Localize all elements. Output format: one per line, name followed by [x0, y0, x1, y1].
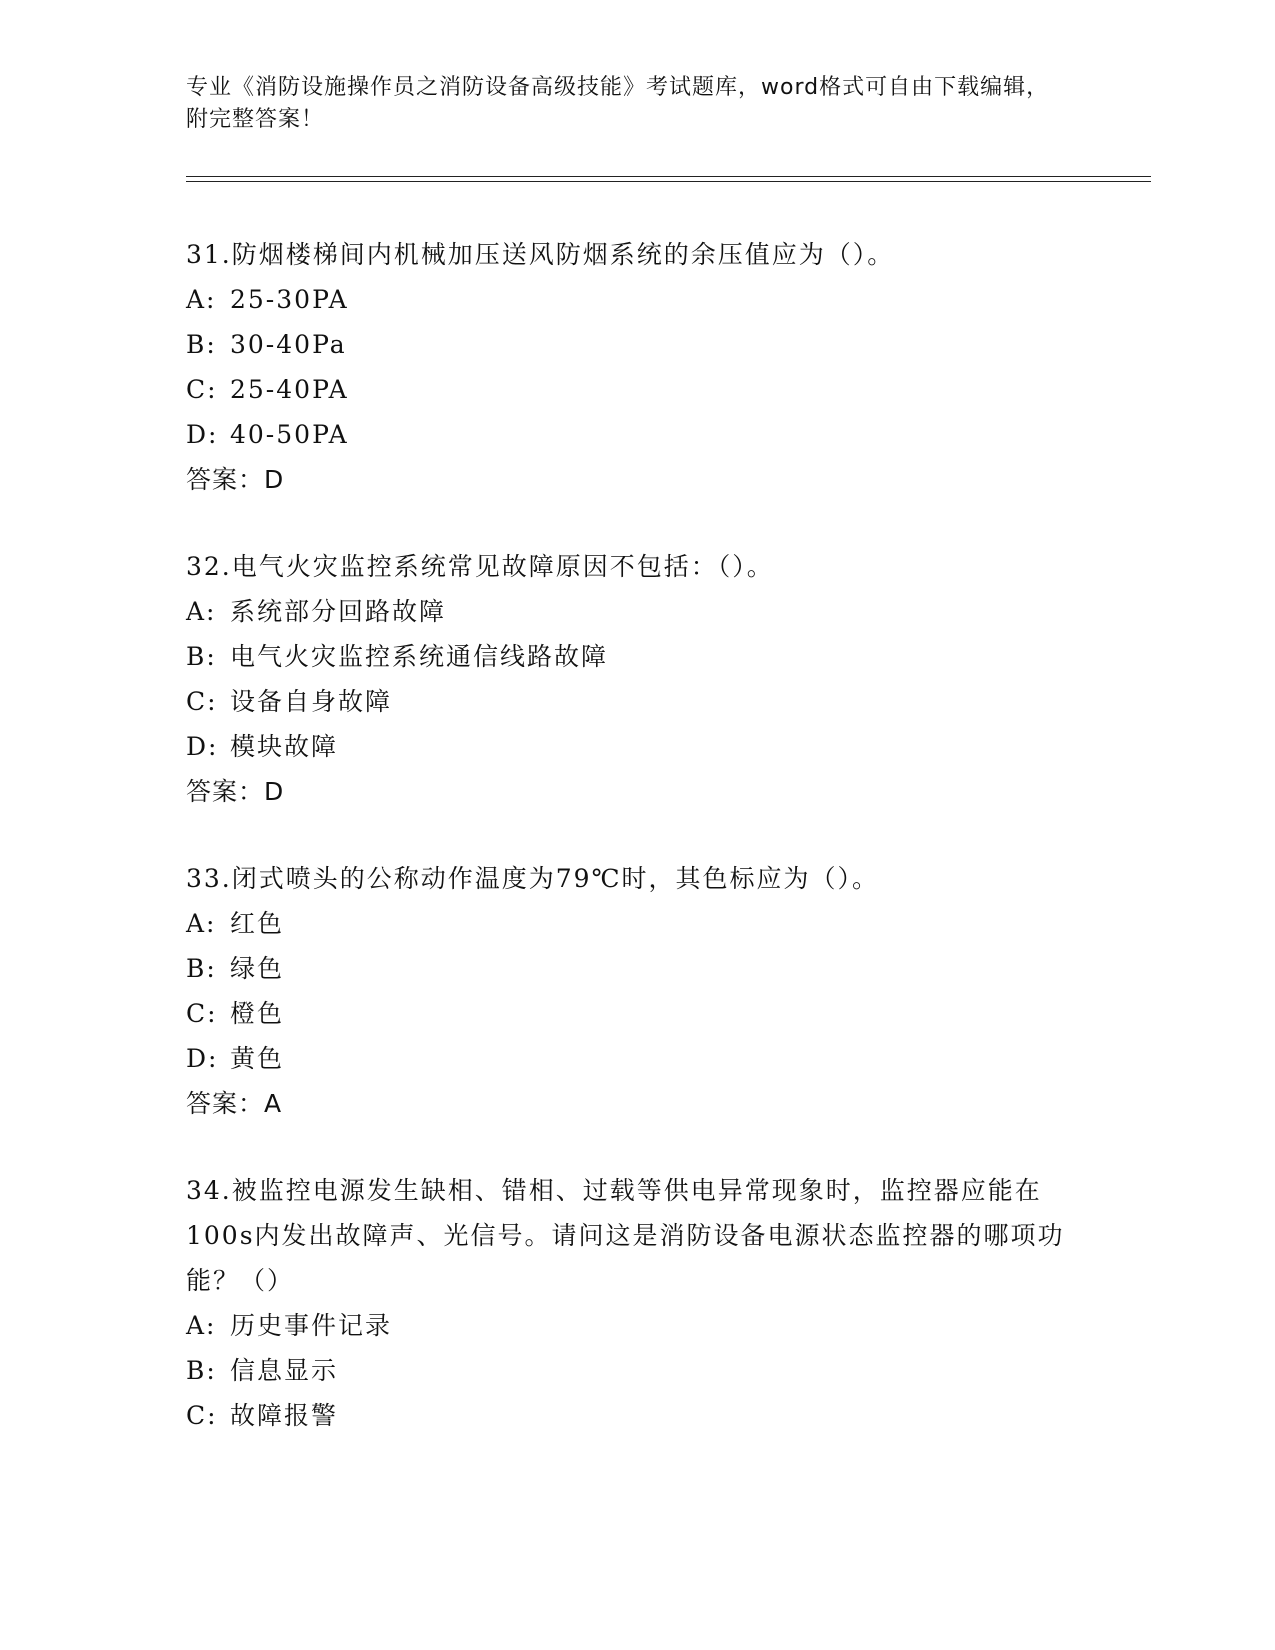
question-list: [186, 232, 1086, 1480]
option-a: [186, 589, 1086, 634]
option-text: 电气火灾监控系统通信线路故障: [230, 642, 609, 671]
option-key: D:: [186, 420, 219, 449]
option-b: [186, 946, 1086, 991]
option-key: C:: [186, 687, 218, 716]
question-34: [186, 1168, 1086, 1438]
option-a: [186, 901, 1086, 946]
option-c: [186, 367, 1086, 412]
option-b: [186, 1348, 1086, 1393]
document-header: 专业《消防设施操作员之消防设备高级技能》考试题库，word格式可自由下载编辑，附完整答案！: [186, 75, 1050, 132]
option-key: D:: [186, 732, 219, 761]
option-b: [186, 634, 1086, 679]
option-text: 模块故障: [230, 732, 339, 761]
question-stem: 31.防烟楼梯间内机械加压送风防烟系统的余压值应为（）。: [186, 240, 895, 269]
option-d: [186, 412, 1086, 457]
option-key: C:: [186, 1401, 218, 1430]
option-text: 故障报警: [230, 1401, 339, 1430]
option-text: 25-30PA: [230, 285, 349, 314]
option-text: 30-40Pa: [230, 330, 347, 359]
option-c: [186, 1393, 1086, 1438]
question-32: [186, 544, 1086, 814]
header-divider-top: [186, 176, 1151, 177]
header-divider-bottom: [186, 181, 1151, 182]
question-stem: 34.被监控电源发生缺相、错相、过载等供电异常现象时，监控器应能在100s内发出故障声、光信号。请问这是消防设备电源状态监控器的哪项功能？（）: [186, 1176, 1065, 1295]
option-d: [186, 1036, 1086, 1081]
question-stem: 32.电气火灾监控系统常见故障原因不包括：（）。: [186, 552, 774, 581]
option-text: 系统部分回路故障: [230, 597, 447, 626]
question-33: [186, 856, 1086, 1126]
option-text: 红色: [230, 909, 285, 938]
option-key: A:: [186, 909, 217, 938]
option-a: [186, 277, 1086, 322]
question-31: [186, 232, 1086, 502]
option-text: 历史事件记录: [230, 1311, 393, 1340]
option-text: 黄色: [230, 1044, 285, 1073]
option-text: 设备自身故障: [230, 687, 393, 716]
option-key: D:: [186, 1044, 219, 1073]
question-stem: 33.闭式喷头的公称动作温度为79℃时，其色标应为（）。: [186, 864, 880, 893]
answer-line: 答案：D: [186, 465, 285, 494]
option-key: B:: [186, 1356, 217, 1385]
option-text: 25-40PA: [230, 375, 349, 404]
option-key: B:: [186, 330, 217, 359]
option-c: [186, 679, 1086, 724]
option-key: C:: [186, 999, 218, 1028]
option-a: [186, 1303, 1086, 1348]
answer-line: 答案：D: [186, 777, 285, 806]
option-b: [186, 322, 1086, 367]
option-text: 绿色: [230, 954, 285, 983]
option-key: A:: [186, 285, 217, 314]
option-text: 信息显示: [230, 1356, 339, 1385]
option-key: A:: [186, 597, 217, 626]
option-c: [186, 991, 1086, 1036]
option-key: C:: [186, 375, 218, 404]
option-key: A:: [186, 1311, 217, 1340]
option-key: B:: [186, 642, 217, 671]
option-key: B:: [186, 954, 217, 983]
answer-line: 答案：A: [186, 1089, 283, 1118]
option-text: 40-50PA: [230, 420, 349, 449]
option-d: [186, 724, 1086, 769]
option-text: 橙色: [230, 999, 285, 1028]
